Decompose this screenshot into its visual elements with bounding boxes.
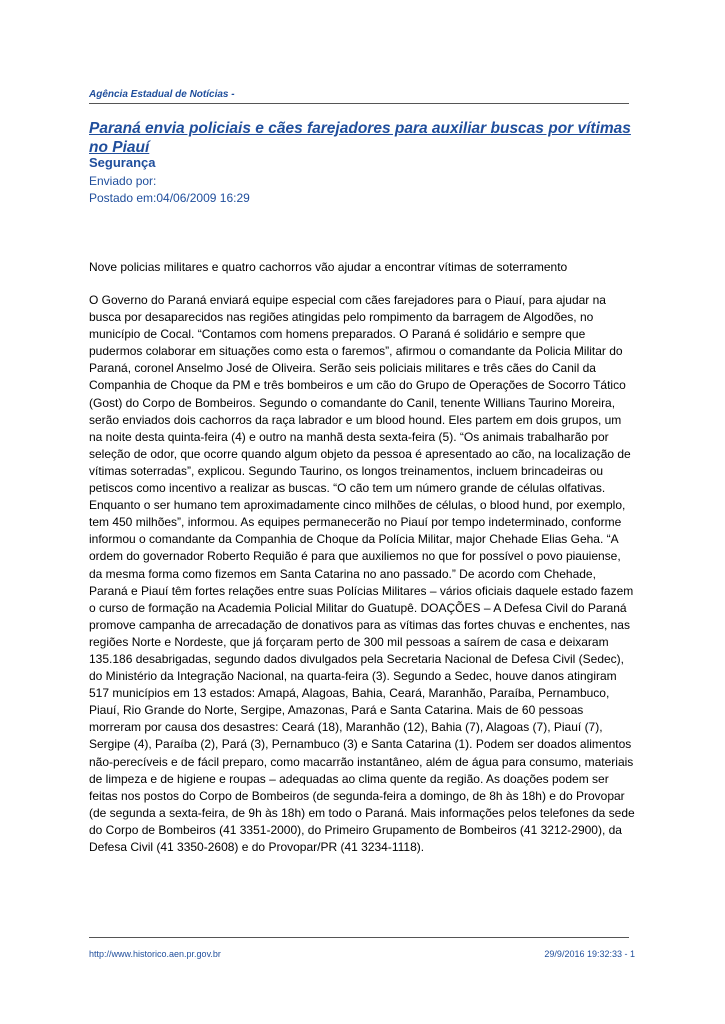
article-lead: Nove policias militares e quatro cachorros vão ajudar a encontrar vítimas de soterramento [89, 260, 568, 274]
article-title[interactable]: Paraná envia policiais e cães farejadores para auxiliar buscas por vítimas no Piauí [89, 120, 631, 156]
footer-timestamp: 29/9/2016 19:32:33 - 1 [544, 949, 635, 959]
header-divider [89, 103, 629, 104]
article-posted-date: Postado em:04/06/2009 16:29 [89, 191, 250, 205]
header-source: Agência Estadual de Notícias - [89, 89, 235, 100]
footer-divider [89, 937, 629, 938]
article-body: O Governo do Paraná enviará equipe especial com cães farejadores para o Piauí, para ajudar na busca por desaparecidos nas regiões atingidas pelo rompimento da barragem de Algodões, no município de Cocal. “Contamos com homens preparados. O Paraná é solidário e sempre que pudermos colaborar em situações como esta o faremos”, afirmou o comandante da Policia Militar do Paraná, coronel Anselmo José de Oliveira. Serão seis policiais militares e três cães do Canil da Companhia de Choque da PM e três bombeiros e um cão do Grupo de Operações de Socorro Tático (Gost) do Corpo de Bombeiros. Segundo o comandante do Canil, tenente Willians Taurino Moreira, serão enviados dois cachorros da raça labrador e um blood hound. Eles partem em dois grupos, um na noite desta quinta-feira (4) e outro na manhã desta sexta-feira (5). “Os animais trabalharão por seleção de odor, que ocorre quando algum objeto da pessoa é apresentado ao cão, na localização de vítimas soterradas”, explicou. Segundo Taurino, os longos treinamentos, incluem brincadeiras ou petiscos como incentivo a realizar as buscas. “O cão tem um número grande de células olfativas. Enquanto o ser humano tem aproximadamente cinco milhões de células, o blood hund, por exemplo, tem 450 milhões”, informou. As equipes permanecerão no Piauí por tempo indeterminado, conforme informou o comandante da Companhia de Choque da Polícia Militar, major Chehade Elias Geha. “A ordem do governador Roberto Requião é para que auxiliemos no que for possível o povo piauiense, da mesma forma como fizemos em Santa Catarina no ano passado.” De acordo com Chehade, Paraná e Piauí têm fortes relações entre suas Polícias Militares – vários oficiais daquele estado fazem o curso de formação na Academia Policial Militar do Guatupê. DOAÇÕES – A Defesa Civil do Paraná promove campanha de arrecadação de donativos para as vítimas das fortes chuvas e enchentes, nas regiões Norte e Nordeste, que já forçaram perto de 300 mil pessoas a saírem de casa e deixaram 135.186 desabrigadas, segundo dados divulgados pela Secretaria Nacional de Defesa Civil (Sedec), do Ministério da Integração Nacional, na quarta-feira (3). Segundo a Sedec, houve danos atingiram 517 municípios em 13 estados: Amapá, Alagoas, Bahia, Ceará, Maranhão, Paraíba, Pernambuco, Piauí, Rio Grande do Norte, Sergipe, Amazonas, Pará e Santa Catarina. Mais de 60 pessoas morreram por causa dos desastres: Ceará (18), Maranhão (12), Bahia (7), Alagoas (7), Piauí (7), Sergipe (4), Paraíba (2), Pará (3), Pernambuco (3) e Santa Catarina (1). Podem ser doados alimentos não-perecíveis e de fácil preparo, como macarrão instantâneo, além de água para consumo, materiais de limpeza e de higiene e roupas – adequadas ao clima quente da região. As doações podem ser feitas nos postos do Corpo de Bombeiros (de segunda-feira a domingo, de 8h às 18h) e do Provopar (de segunda a sexta-feira, de 9h às 18h) em todo o Paraná. Mais informações pelos telefones da sede do Corpo de Bombeiros (41 3351-2000), do Primeiro Grupamento de Bombeiros (41 3212-2900), da Defesa Civil (41 3350-2608) e do Provopar/PR (41 3234-1118). [89, 293, 635, 854]
footer-url[interactable]: http://www.historico.aen.pr.gov.br [89, 949, 221, 959]
article-category: Segurança [89, 155, 156, 170]
article-sent-by: Enviado por: [89, 174, 157, 188]
